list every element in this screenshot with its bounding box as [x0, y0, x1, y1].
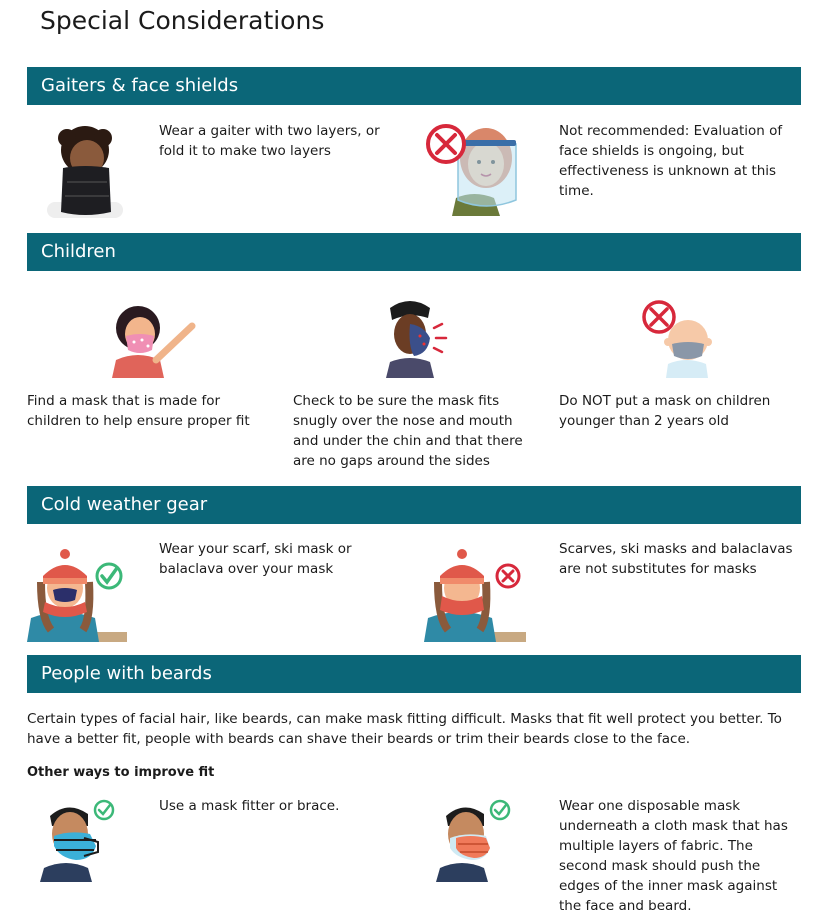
gaiter-text: Wear a gaiter with two layers, or fold it to make two layers	[159, 123, 380, 159]
scarf-over-mask-text: Wear your scarf, ski mask or balaclava over your mask	[159, 541, 352, 577]
mask-fit-check-icon	[380, 298, 448, 378]
scarf-over-mask-icon	[27, 548, 131, 642]
mask-fit-text: Check to be sure the mask fits snugly over the nose and mouth and under the chin and that there are no gaps around the sides	[293, 393, 523, 469]
toddler-text: Do NOT put a mask on children younger than 2 years old	[559, 393, 771, 429]
section-heading-beards: People with beards	[27, 655, 801, 693]
section-heading-gaiters: Gaiters & face shields	[27, 67, 801, 105]
mask-fitter-icon	[40, 800, 116, 882]
improve-fit-subheading: Other ways to improve fit	[27, 765, 215, 780]
section-heading-cold: Cold weather gear	[27, 486, 801, 524]
scarf-not-substitute-icon	[424, 548, 528, 642]
person-gaiter-icon	[45, 120, 125, 218]
toddler-no-mask-icon	[640, 298, 720, 378]
face-shield-not-recommended-icon	[424, 120, 524, 218]
double-mask-icon	[436, 800, 512, 882]
section-heading-children: Children	[27, 233, 801, 271]
face-shield-text: Not recommended: Evaluation of face shields is ongoing, but effectiveness is unknown at this time.	[559, 123, 783, 199]
scarf-not-substitute-text: Scarves, ski masks and balaclavas are not substitutes for masks	[559, 541, 793, 577]
mask-fitter-text: Use a mask fitter or brace.	[159, 798, 340, 814]
child-mask-icon	[106, 302, 198, 378]
double-mask-text: Wear one disposable mask underneath a cloth mask that has multiple layers of fabric. The second mask should push the edges of the inner mask against the face and beard.	[559, 798, 788, 914]
beards-intro-text: Certain types of facial hair, like beards, can make mask fitting difficult. Masks that fit well protect you better. To have a better fit, people with beards can shave their beards or trim their beards close to the face.	[27, 711, 782, 747]
child-mask-text: Find a mask that is made for children to help ensure proper fit	[27, 393, 250, 429]
page-title: Special Considerations	[40, 6, 325, 35]
